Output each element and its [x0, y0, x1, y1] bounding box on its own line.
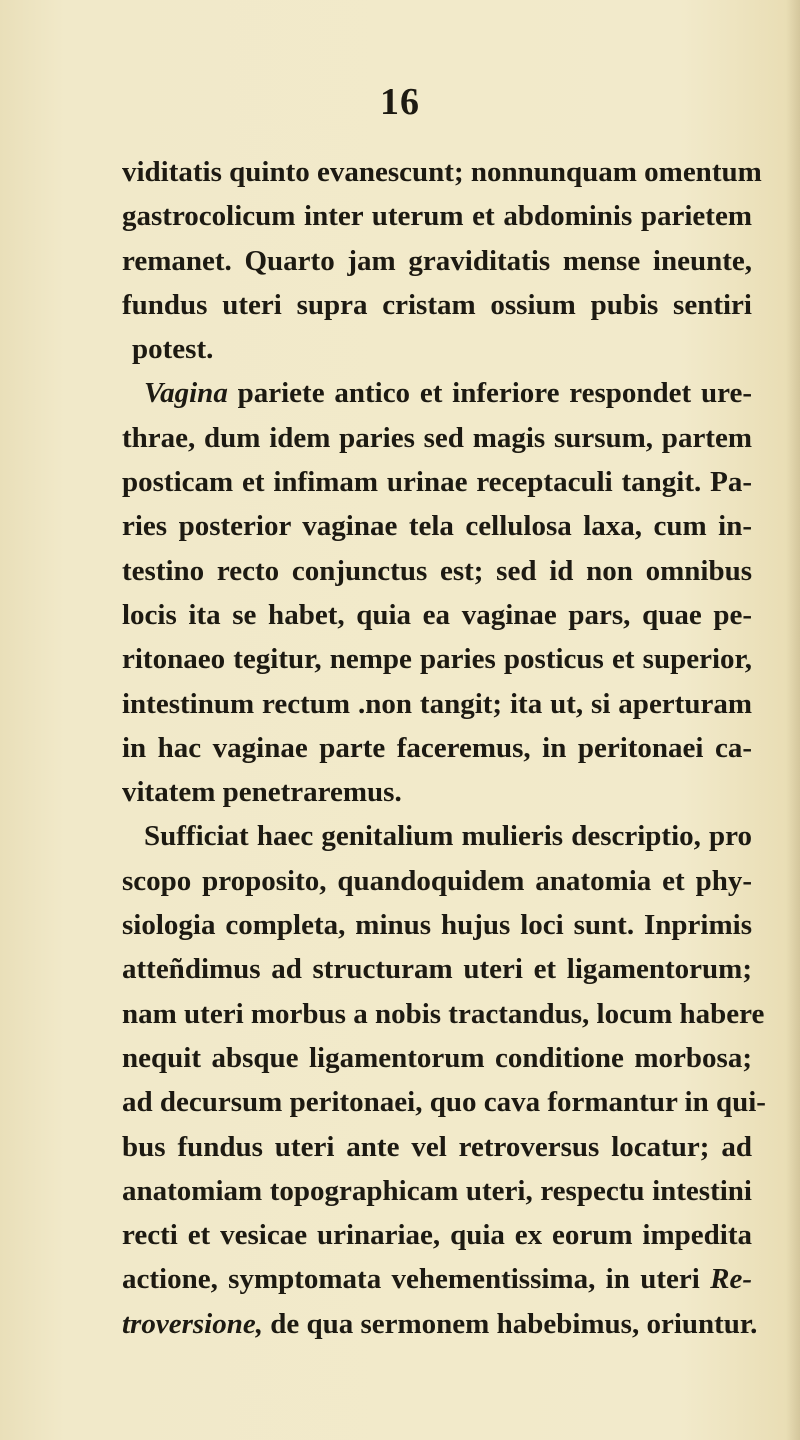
- text-line: [122, 371, 752, 415]
- text-line: fundus uteri supra cristam ossium pubis sentiri: [122, 288, 752, 321]
- text-line: Sufficiat haec genitalium mulieris descriptio, pro: [144, 820, 752, 853]
- text-line: intestinum rectum .non tangit; ita ut, si aperturam: [122, 687, 752, 720]
- emphasis-vagina: Vagina: [144, 377, 228, 410]
- text-line: nam uteri morbus a nobis tractandus, locum habere: [122, 997, 765, 1030]
- text-line: [122, 1257, 752, 1301]
- text-line: gastrocolicum inter uterum et abdominis parietem: [122, 200, 752, 233]
- text-line: locis ita se habet, quia ea vaginae pars, quae pe-: [122, 598, 752, 631]
- text-line: viditatis quinto evanescunt; nonnunquam omentum: [122, 156, 762, 188]
- text-line: scopo proposito, quandoquidem anatomia et phy-: [122, 864, 752, 897]
- text-line: remanet. Quarto jam graviditatis mense ineunte,: [122, 244, 752, 277]
- text-line-start: actione, symptomata vehementissima, in uteri: [122, 1263, 700, 1296]
- text-line: ries posterior vaginae tela cellulosa laxa, cum in-: [122, 510, 752, 543]
- text-line: ad decursum peritonaei, quo cava formantur in qui-: [122, 1086, 766, 1119]
- page-edge-shadow: [786, 0, 800, 1440]
- text-line: nequit absque ligamentorum conditione morbosa;: [122, 1041, 752, 1074]
- text-line-rest: de qua sermonem habebimus, oriuntur.: [270, 1307, 758, 1340]
- text-line-rest: pariete antico et inferiore respondet ure-: [237, 377, 752, 410]
- emphasis-troversione: troversione,: [122, 1307, 263, 1340]
- emphasis-re: Re-: [710, 1263, 752, 1296]
- text-line: recti et vesicae urinariae, quia ex eorum impedita: [122, 1219, 752, 1252]
- text-line: in hac vaginae parte faceremus, in peritonaei ca-: [122, 731, 752, 764]
- text-line: ritonaeo tegitur, nempe paries posticus et superior,: [122, 643, 752, 676]
- text-line: atteñdimus ad structuram uteri et ligamentorum;: [122, 953, 752, 986]
- text-line: bus fundus uteri ante vel retroversus locatur; ad: [122, 1130, 752, 1163]
- body-text: [122, 150, 766, 1346]
- text-line: vitatem penetraremus.: [122, 776, 402, 809]
- text-line: potest.: [132, 333, 214, 366]
- text-line: anatomiam topographicam uteri, respectu intestini: [122, 1174, 752, 1207]
- text-line: posticam et infimam urinae receptaculi tangit. Pa-: [122, 466, 752, 499]
- page-number: 16: [380, 81, 420, 123]
- text-line: testino recto conjunctus est; sed id non omnibus: [122, 554, 752, 587]
- text-line: thrae, dum idem paries sed magis sursum, partem: [122, 421, 752, 454]
- text-line: siologia completa, minus hujus loci sunt. Inprimis: [122, 909, 752, 942]
- text-line: [122, 1302, 758, 1346]
